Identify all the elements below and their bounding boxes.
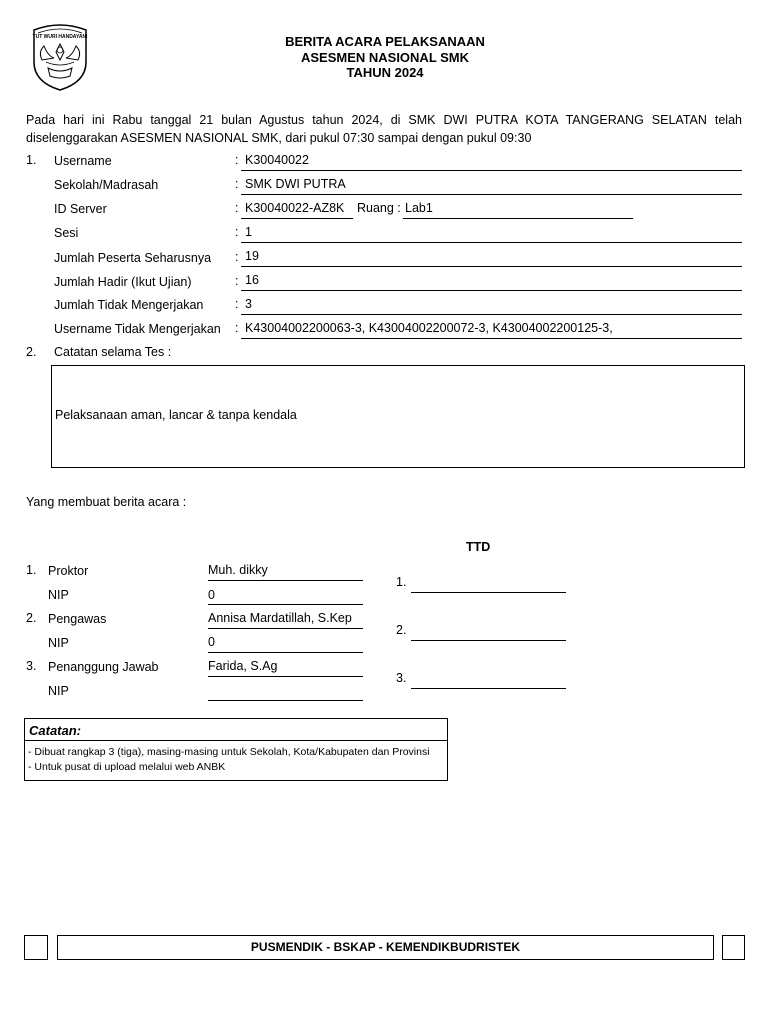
ttd-label: TTD [466, 540, 491, 554]
title-line-2: ASESMEN NASIONAL SMK [300, 50, 470, 65]
signers-intro: Yang membuat berita acara : [26, 495, 187, 509]
field-label-hadir: Jumlah Hadir (Ikut Ujian) [54, 275, 192, 289]
field-label-tidak-mengerjakan: Jumlah Tidak Mengerjakan [54, 298, 204, 312]
intro-line-1: Pada hari ini Rabu tanggal 21 bulan Agustus tahun 2024, di SMK DWI PUTRA KOTA TANGERANG SELATAN telah [26, 113, 742, 127]
section-1-number: 1. [26, 153, 37, 167]
field-label-sesi: Sesi [54, 226, 79, 240]
signer-2-name: Annisa Mardatillah, S.Kep [208, 611, 352, 625]
signer-1-nip-label: NIP [48, 588, 69, 602]
signer-2-role: Pengawas [48, 612, 107, 626]
notes-text: Pelaksanaan aman, lancar & tanpa kendala [55, 408, 297, 422]
field-value-sekolah: SMK DWI PUTRA [245, 177, 346, 191]
signer-3-number: 3. [26, 659, 37, 673]
field-value-sesi: 1 [245, 225, 252, 239]
field-value-username: K30040022 [245, 153, 309, 167]
field-value-id-server: K30040022-AZ8K [245, 201, 345, 215]
colon: : [235, 297, 239, 311]
tut-wuri-handayani-logo [24, 22, 96, 92]
field-label-peserta: Jumlah Peserta Seharusnya [54, 251, 212, 265]
catatan-title: Catatan: [29, 723, 82, 738]
underline [241, 242, 742, 243]
colon: : [235, 153, 239, 167]
signature-line-2 [411, 640, 566, 641]
colon: : [235, 274, 239, 288]
intro-line-2: diselenggarakan ASESMEN NASIONAL SMK, dari pukul 07:30 sampai dengan pukul 09:30 [26, 131, 532, 145]
underline [208, 580, 363, 581]
title-line-3: TAHUN 2024 [346, 65, 424, 80]
signer-2-nip-label: NIP [48, 636, 69, 650]
signer-2-nip: 0 [208, 635, 215, 649]
field-label-username-tidak: Username Tidak Mengerjakan [54, 322, 221, 336]
underline [208, 604, 363, 605]
signer-1-role: Proktor [48, 564, 89, 578]
catatan-divider [24, 740, 447, 741]
footer-left-box [24, 935, 48, 960]
underline [208, 652, 363, 653]
field-label-id-server: ID Server [54, 202, 107, 216]
underline [241, 338, 742, 339]
title-line-1: BERITA ACARA PELAKSANAAN [285, 34, 485, 49]
catatan-line-2: - Untuk pusat di upload melalui web ANBK [28, 761, 226, 773]
underline [241, 170, 742, 171]
colon: : [235, 201, 239, 215]
signer-3-name: Farida, S.Ag [208, 659, 278, 673]
ruang-label: Ruang : [357, 201, 401, 215]
svg-text:TUT WURI HANDAYANI: TUT WURI HANDAYANI [32, 34, 88, 40]
signer-2-number: 2. [26, 611, 37, 625]
underline [208, 700, 363, 701]
catatan-line-1: - Dibuat rangkap 3 (tiga), masing-masing untuk Sekolah, Kota/Kabupaten dan Provinsi [28, 746, 430, 758]
field-label-sekolah: Sekolah/Madrasah [54, 178, 159, 192]
underline [241, 218, 353, 219]
ttd-number-3: 3. [396, 671, 407, 685]
signature-line-3 [411, 688, 566, 689]
colon: : [235, 225, 239, 239]
ttd-number-2: 2. [396, 623, 407, 637]
footer-right-box [722, 935, 745, 960]
section-2-number: 2. [26, 345, 37, 359]
underline [208, 628, 363, 629]
colon: : [235, 321, 239, 335]
field-label-username: Username [54, 154, 112, 168]
signer-3-role: Penanggung Jawab [48, 660, 159, 674]
signer-1-nip: 0 [208, 588, 215, 602]
signer-1-number: 1. [26, 563, 37, 577]
underline [241, 266, 742, 267]
field-value-peserta: 19 [245, 249, 259, 263]
ttd-number-1: 1. [396, 575, 407, 589]
underline [403, 218, 633, 219]
ruang-value: Lab1 [405, 201, 433, 215]
footer-text: PUSMENDIK - BSKAP - KEMENDIKBUDRISTEK [250, 940, 521, 954]
underline [241, 314, 742, 315]
signer-1-name: Muh. dikky [208, 563, 268, 577]
colon: : [235, 250, 239, 264]
field-value-username-tidak: K43004002200063-3, K43004002200072-3, K43004002200125-3, [245, 321, 613, 335]
field-value-tidak-mengerjakan: 3 [245, 297, 252, 311]
section-2-label: Catatan selama Tes : [54, 345, 172, 359]
underline [208, 676, 363, 677]
field-value-hadir: 16 [245, 273, 259, 287]
signature-line-1 [411, 592, 566, 593]
underline [241, 194, 742, 195]
signer-3-nip-label: NIP [48, 684, 69, 698]
colon: : [235, 177, 239, 191]
underline [241, 290, 742, 291]
